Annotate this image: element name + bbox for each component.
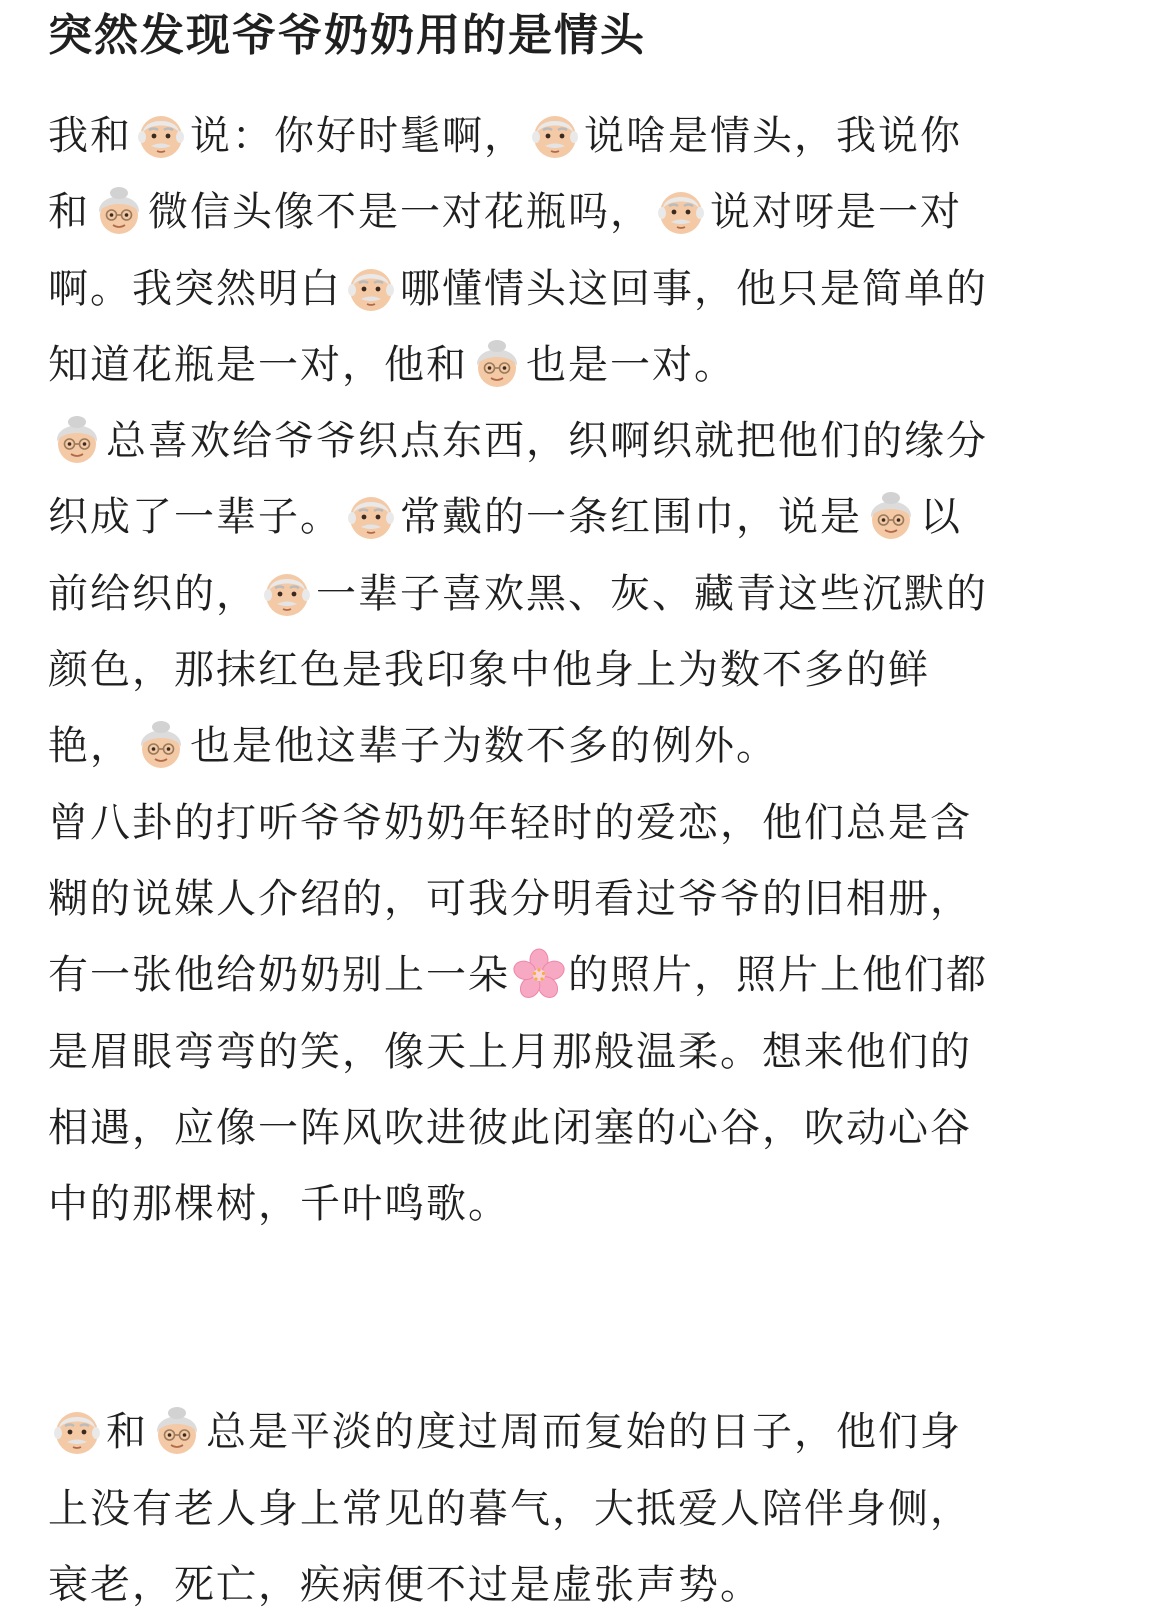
old-man-icon — [529, 109, 581, 161]
old-woman-icon — [471, 338, 523, 390]
text-line — [48, 708, 1112, 784]
page-title: 突然发现爷爷奶奶用的是情头 — [48, 10, 646, 61]
text-segment: 织成了一辈子。 — [48, 494, 342, 541]
page — [48, 0, 1112, 1623]
text-segment: 是眉眼弯弯的笑，像天上月那般温柔。想来他们的 — [48, 1028, 972, 1075]
text-line — [48, 98, 1112, 174]
text-line — [48, 1394, 1112, 1470]
text-line — [48, 556, 1112, 632]
text-segment: 总是平淡的度过周而复始的日子，他们身 — [206, 1409, 962, 1456]
text-segment: 相遇，应像一阵风吹进彼此闭塞的心谷，吹动心谷 — [48, 1104, 972, 1151]
text-line — [48, 1014, 1112, 1090]
text-segment: 和 — [106, 1409, 148, 1456]
cherry-blossom-icon — [513, 948, 565, 1000]
paragraph — [48, 1394, 1112, 1623]
text-segment: 衰老，死亡，疾病便不过是虚张声势。 — [48, 1562, 762, 1609]
text-line — [48, 479, 1112, 555]
text-segment: 中的那棵树，千叶鸣歌。 — [48, 1181, 510, 1228]
text-line — [48, 785, 1112, 861]
paragraph-gap — [48, 1242, 1112, 1394]
article-body — [48, 98, 1112, 1623]
old-man-icon — [655, 185, 707, 237]
text-segment: 说啥是情头，我说你 — [584, 113, 962, 159]
text-segment: 我和 — [48, 113, 132, 159]
text-segment: 说：你好时髦啊， — [190, 113, 526, 159]
old-man-icon — [135, 109, 187, 161]
text-line — [48, 632, 1112, 708]
text-segment: 上没有老人身上常见的暮气，大抵爱人陪伴身侧， — [48, 1485, 972, 1532]
paragraph — [48, 403, 1112, 784]
text-segment: 也是一对。 — [526, 341, 736, 388]
text-segment: 曾八卦的打听爷爷奶奶年轻时的爱恋，他们总是含 — [48, 799, 972, 846]
text-segment: 和 — [48, 189, 90, 236]
text-line — [48, 1471, 1112, 1547]
text-segment: 也是他这辈子为数不多的例外。 — [190, 723, 778, 770]
text-line — [48, 937, 1112, 1013]
text-segment: 说对呀是一对 — [710, 189, 962, 236]
old-man-icon — [345, 262, 397, 314]
old-man-icon — [51, 1405, 103, 1457]
text-line — [48, 1090, 1112, 1166]
old-man-icon — [261, 567, 313, 619]
paragraph — [48, 785, 1112, 1243]
old-woman-icon — [865, 490, 917, 542]
text-segment: 艳， — [48, 723, 132, 770]
old-woman-icon — [135, 719, 187, 771]
text-segment: 有一张他给奶奶别上一朵 — [48, 952, 510, 999]
text-segment: 的照片，照片上他们都 — [568, 952, 988, 999]
text-segment: 微信头像不是一对花瓶吗， — [148, 189, 652, 236]
text-line — [48, 251, 1112, 327]
old-woman-icon — [151, 1405, 203, 1457]
text-line — [48, 327, 1112, 403]
text-segment: 常戴的一条红围巾，说是 — [400, 494, 862, 541]
text-segment: 一辈子喜欢黑、灰、藏青这些沉默的 — [316, 570, 988, 617]
text-segment: 以 — [920, 494, 962, 541]
old-woman-icon — [51, 414, 103, 466]
text-segment: 颜色，那抹红色是我印象中他身上为数不多的鲜 — [48, 647, 930, 694]
text-line — [48, 403, 1112, 479]
text-segment: 总喜欢给爷爷织点东西，织啊织就把他们的缘分 — [106, 418, 988, 465]
text-segment: 啊。我突然明白 — [48, 265, 342, 312]
paragraph — [48, 98, 1112, 403]
text-line — [48, 1166, 1112, 1242]
old-woman-icon — [93, 185, 145, 237]
text-segment: 糊的说媒人介绍的，可我分明看过爷爷的旧相册， — [48, 875, 972, 922]
text-segment: 哪懂情头这回事，他只是简单的 — [400, 265, 988, 312]
text-line — [48, 174, 1112, 250]
text-line — [48, 861, 1112, 937]
text-segment: 知道花瓶是一对，他和 — [48, 341, 468, 388]
text-segment: 前给织的， — [48, 570, 258, 617]
text-line — [48, 1547, 1112, 1623]
old-man-icon — [345, 490, 397, 542]
